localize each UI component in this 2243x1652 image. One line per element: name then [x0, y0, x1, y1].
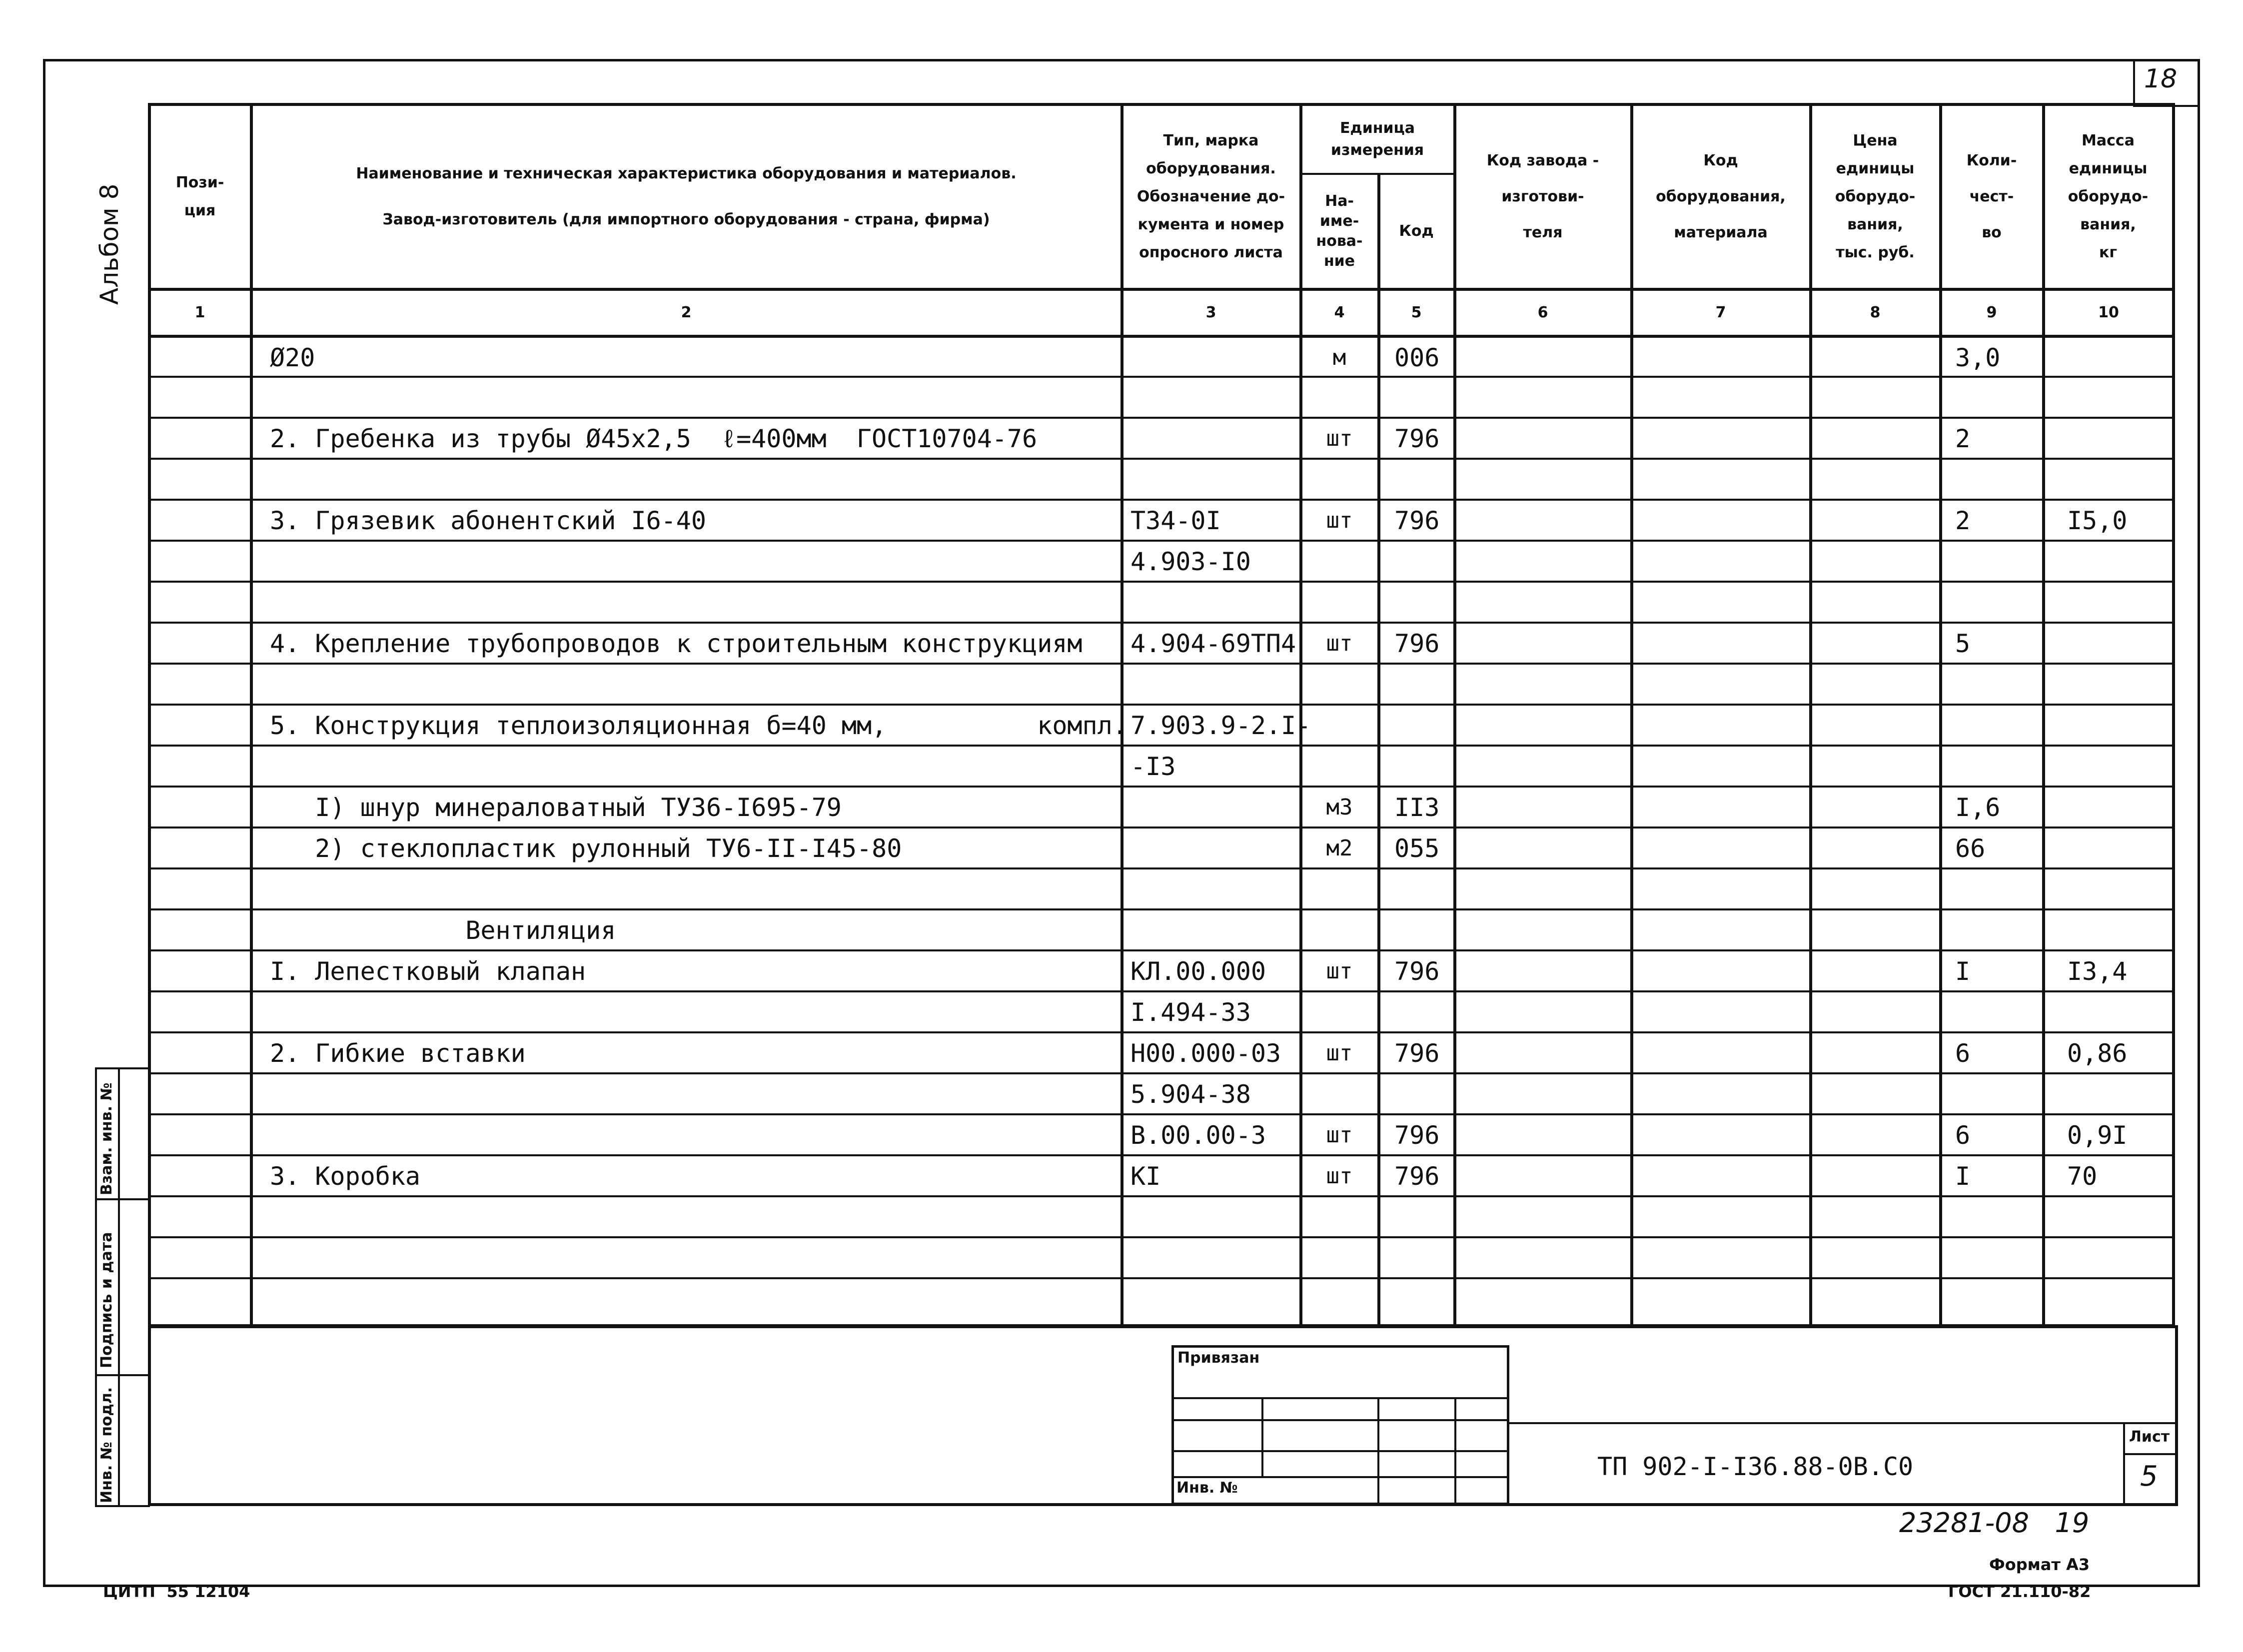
header-name — [252, 106, 1121, 288]
list-box-mid — [2123, 1453, 2175, 1455]
header-name-line2: Завод-изготовитель (для импортного оборудования - страна, фирма) — [382, 211, 990, 228]
cell-unit: шт — [1326, 631, 1353, 656]
side-stamp-inv-podl: Инв. № подл. — [98, 1387, 115, 1503]
cell-unit: шт — [1326, 508, 1353, 533]
cell-code: 796 — [1394, 424, 1440, 453]
column-number: 7 — [1715, 304, 1726, 321]
header-mass: Масса единицы оборудо- вания, кг — [2068, 132, 2149, 261]
cell-type: 5.904-38 — [1130, 1080, 1251, 1109]
privyazan-line-3 — [1171, 1450, 1509, 1452]
side-stamp-line-2 — [95, 1374, 150, 1376]
column-number: 6 — [1537, 304, 1548, 321]
cell-qty: 3,0 — [1955, 343, 2001, 372]
cell-code: 796 — [1394, 1121, 1440, 1150]
list-label: Лист — [2129, 1428, 2170, 1446]
header-type: Тип, марка оборудования. Обозначение до- кумента и номер опросного листа — [1136, 132, 1285, 261]
privyazan-line-1 — [1171, 1397, 1509, 1399]
cell-code: 055 — [1394, 834, 1440, 863]
column-number: 4 — [1334, 304, 1345, 321]
header-factory-code: Код завода - изготови- теля — [1486, 152, 1599, 241]
cell-code: 796 — [1394, 957, 1440, 986]
handwritten-number: 23281-08 19 — [1899, 1507, 2090, 1539]
side-stamp-split — [118, 1067, 120, 1507]
cell-qty: 66 — [1955, 834, 1986, 863]
column-number: 10 — [2098, 304, 2119, 321]
cell-code: 796 — [1394, 1039, 1440, 1068]
cell-qty: 2 — [1955, 424, 1971, 453]
cell-name: 2) стеклопластик рулонный ТУ6-II-I45-80 — [270, 834, 902, 863]
cell-type: Н00.000-03 — [1130, 1039, 1281, 1068]
list-box-left — [2123, 1422, 2125, 1505]
cell-qty: I,6 — [1955, 793, 2001, 822]
cell-type: 4.903-I0 — [1130, 547, 1251, 576]
cell-qty: 5 — [1955, 629, 1971, 658]
title-block-top — [1509, 1422, 2175, 1424]
column-number: 5 — [1411, 304, 1422, 321]
cell-unit: шт — [1326, 1122, 1353, 1148]
cell-code: 796 — [1394, 629, 1440, 658]
privyazan-line-2 — [1171, 1419, 1509, 1421]
header-name-line1: Наименование и техническая характеристика оборудования и материалов. — [356, 165, 1017, 182]
cell-qty: I — [1955, 957, 1971, 986]
side-stamp-vzam: Взам. инв. № — [98, 1082, 115, 1195]
bottom-frame-top — [148, 1325, 2175, 1328]
header-divider — [148, 288, 2175, 291]
cell-type: 7.903.9-2.I- — [1130, 711, 1311, 740]
cell-mass: I5,0 — [2067, 506, 2128, 535]
cell-type: -I3 — [1130, 752, 1176, 781]
cell-unit: шт — [1326, 1040, 1353, 1066]
cell-type: 4.904-69ТП4 — [1130, 629, 1296, 658]
cell-code: 796 — [1394, 506, 1440, 535]
bottom-frame-left — [148, 1325, 151, 1506]
cell-unit: м2 — [1326, 835, 1353, 861]
row-divider — [150, 1236, 2175, 1238]
header-quantity: Коли- чест- во — [1966, 152, 2017, 241]
side-stamp-podpis: Подпись и дата — [98, 1232, 115, 1368]
row-divider — [150, 1277, 2175, 1279]
cell-unit: м3 — [1326, 795, 1353, 820]
column-number: 8 — [1870, 304, 1881, 321]
cell-type: КЛ.00.000 — [1130, 957, 1266, 986]
privyazan-vline-2 — [1377, 1397, 1379, 1505]
cell-name: 2. Гибкие вставки — [270, 1039, 526, 1068]
cell-mass: 0,9I — [2067, 1121, 2128, 1150]
cell-code: 006 — [1394, 343, 1440, 372]
cell-name: 5. Конструкция теплоизоляционная б=40 мм, компл. — [270, 711, 1127, 740]
column-number: 2 — [681, 304, 692, 321]
column-number: 3 — [1205, 304, 1216, 321]
cell-mass: 0,86 — [2067, 1039, 2128, 1068]
header-unit-group-title: Единица измерения — [1330, 119, 1424, 159]
format-label: Формат А3 — [1989, 1555, 2090, 1574]
cell-name: Ø20 — [270, 343, 315, 372]
cell-code: II3 — [1394, 793, 1440, 822]
cell-unit: м — [1332, 345, 1346, 370]
header-position: Пози- ция — [175, 174, 224, 219]
album-label: Альбом 8 — [95, 183, 124, 305]
cell-qty: 6 — [1955, 1039, 1971, 1068]
cell-name: 3. Грязевик абонентский I6-40 — [270, 506, 706, 535]
cell-type: КI — [1130, 1162, 1161, 1191]
list-number: 5 — [2140, 1460, 2158, 1493]
cell-type: Т34-0I — [1130, 506, 1221, 535]
cell-unit: шт — [1326, 1163, 1353, 1189]
header-unit-code: Код — [1399, 222, 1434, 240]
column-number: 9 — [1986, 304, 1997, 321]
cell-qty: 6 — [1955, 1121, 1971, 1150]
cell-name: Вентиляция — [270, 916, 616, 945]
bottom-frame-right — [2175, 1325, 2178, 1506]
cell-unit: шт — [1326, 426, 1353, 451]
cell-name: 3. Коробка — [270, 1162, 421, 1191]
cell-unit: шт — [1326, 958, 1353, 984]
inv-no-label: Инв. № — [1176, 1479, 1238, 1497]
cell-type: I.494-33 — [1130, 998, 1251, 1027]
side-stamp-line-1 — [95, 1198, 150, 1200]
privyazan-vline-3 — [1454, 1397, 1456, 1505]
doc-code: ТП 902-I-I36.88-0В.С0 — [1597, 1452, 1914, 1481]
header-price: Цена единицы оборудо- вания, тыс. руб. — [1835, 132, 1916, 261]
cell-mass: 70 — [2067, 1162, 2098, 1191]
privyazan-line-4 — [1171, 1476, 1509, 1478]
cell-name: 4. Крепление трубопроводов к строительным конструкциям — [270, 629, 1083, 658]
cell-name: 2. Гребенка из трубы Ø45х2,5 ℓ=400мм ГОСТ10704-76 — [270, 424, 1038, 453]
tsitp-label: ЦИТП 55 12104 — [103, 1582, 250, 1601]
bottom-frame-bottom — [148, 1503, 2175, 1506]
header-equipment-code: Код оборудования, материала — [1656, 152, 1786, 241]
cell-code: 796 — [1394, 1162, 1440, 1191]
gost-label: ГОСТ 21.110-82 — [1948, 1582, 2091, 1601]
header-unit-group: На- име- нова- ние — [1316, 192, 1363, 270]
cell-mass: I3,4 — [2067, 957, 2128, 986]
privyazan-vline-1 — [1261, 1397, 1263, 1478]
corner-page-number: 18 — [2144, 64, 2178, 94]
cell-name: I) шнур минераловатный ТУ36-I695-79 — [270, 793, 842, 822]
cell-name: I. Лепестковый клапан — [270, 957, 586, 986]
column-number: 1 — [194, 304, 205, 321]
cell-qty: I — [1955, 1162, 1971, 1191]
cell-qty: 2 — [1955, 506, 1971, 535]
privyazan-label: Привязан — [1177, 1349, 1260, 1367]
cell-type: В.00.00-3 — [1130, 1121, 1266, 1150]
